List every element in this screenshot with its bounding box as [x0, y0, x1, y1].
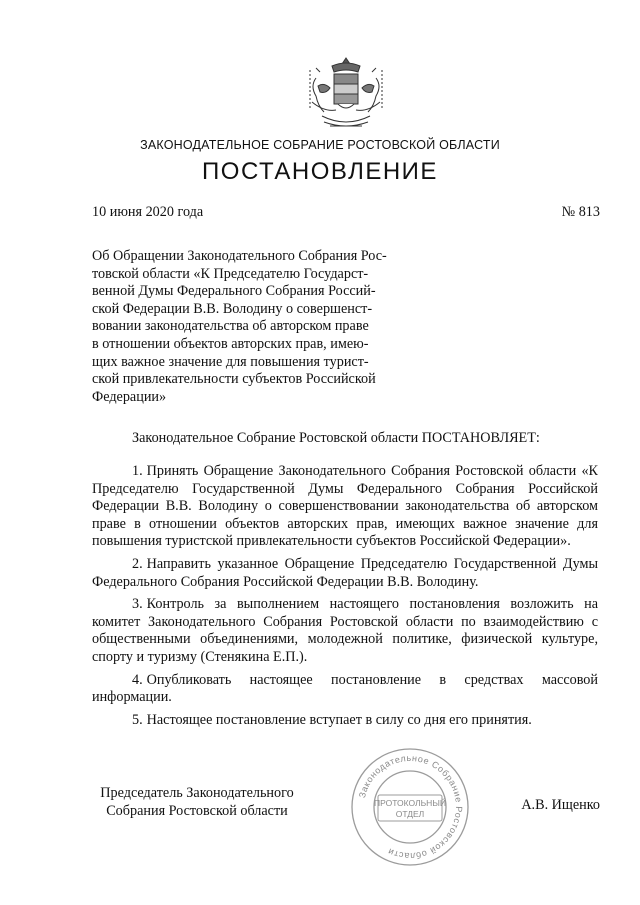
item-text: Контроль за выполнением настоящего постановления возложить на комитет Законодательного Собрания Ростовской области по взаимодействию с общественными объединениями, молодежной политике, физической культуре, спорту и туризму (Стенякина Е.П.).	[92, 596, 598, 665]
resolution-item	[92, 556, 598, 591]
item-text: Настоящее постановление вступает в силу со дня его принятия.	[146, 711, 532, 728]
document-number: № 813	[561, 204, 600, 220]
subject-line: щих важное значение для повышения турист-	[92, 353, 369, 370]
item-number: 5.	[132, 711, 143, 728]
resolution-item	[92, 712, 598, 730]
item-text: Направить указанное Обращение Председателю Государственной Думы Федерального Собрания Российской Федерации В.В. Володину.	[92, 555, 598, 590]
subject-line: ской Федерации В.В. Володину о совершенст-	[92, 300, 373, 317]
item-number: 2.	[132, 555, 143, 572]
subject-line: венной Думы Федерального Собрания Россий-	[92, 283, 376, 300]
official-stamp	[348, 745, 472, 869]
subject-line: в отношении объектов авторских прав, имею-	[92, 335, 369, 352]
resolution-item	[92, 672, 598, 707]
resolution-item	[92, 596, 598, 666]
subject-line: ской привлекательности субъектов Российской	[92, 371, 376, 388]
item-text: Опубликовать настоящее постановление в средствах массовой информации.	[92, 671, 598, 706]
item-text: Принять Обращение Законодательного Собрания Ростовской области «К Председателю Государственной Думы Федерального Собрания Российской Федерации В.В. Володину о совершенствовании законодательства об авторском праве в отношении объектов авторских прав, имеющих важное значение для повышения туристской привлекательности субъектов Российской Федерации».	[92, 463, 598, 550]
subject-line: Об Обращении Законодательного Собрания Рос-	[92, 248, 387, 264]
resolution-items	[92, 463, 598, 734]
item-number: 3.	[132, 596, 143, 613]
signatory-title-line: Председатель Законодательного	[100, 785, 294, 801]
stamp-center-line: ОТДЕЛ	[395, 809, 425, 819]
coat-of-arms-icon	[302, 56, 390, 132]
subject-line: товской области «К Председателю Государст-	[92, 265, 369, 282]
subject-line: Федерации»	[92, 388, 167, 405]
subject-line: вовании законодательства об авторском праве	[92, 318, 369, 335]
item-number: 1.	[132, 463, 143, 479]
signatory-title	[92, 785, 302, 820]
stamp-center-line: ПРОТОКОЛЬНЫЙ	[374, 798, 446, 808]
subject-block	[92, 248, 408, 406]
document-date: 10 июня 2020 года	[92, 204, 204, 220]
signatory-name: А.В. Ищенко	[521, 797, 600, 813]
document-type-title: ПОСТАНОВЛЕНИЕ	[202, 158, 438, 185]
signatory-title-line: Собрания Ростовской области	[106, 802, 288, 819]
organization-name: ЗАКОНОДАТЕЛЬНОЕ СОБРАНИЕ РОСТОВСКОЙ ОБЛАСТИ	[140, 138, 500, 152]
resolution-item	[92, 463, 598, 551]
item-number: 4.	[132, 671, 143, 688]
stamp-ring-text: Законодательное Собрание Ростовской области	[356, 752, 465, 862]
preamble: Законодательное Собрание Ростовской области ПОСТАНОВЛЯЕТ:	[132, 430, 540, 446]
